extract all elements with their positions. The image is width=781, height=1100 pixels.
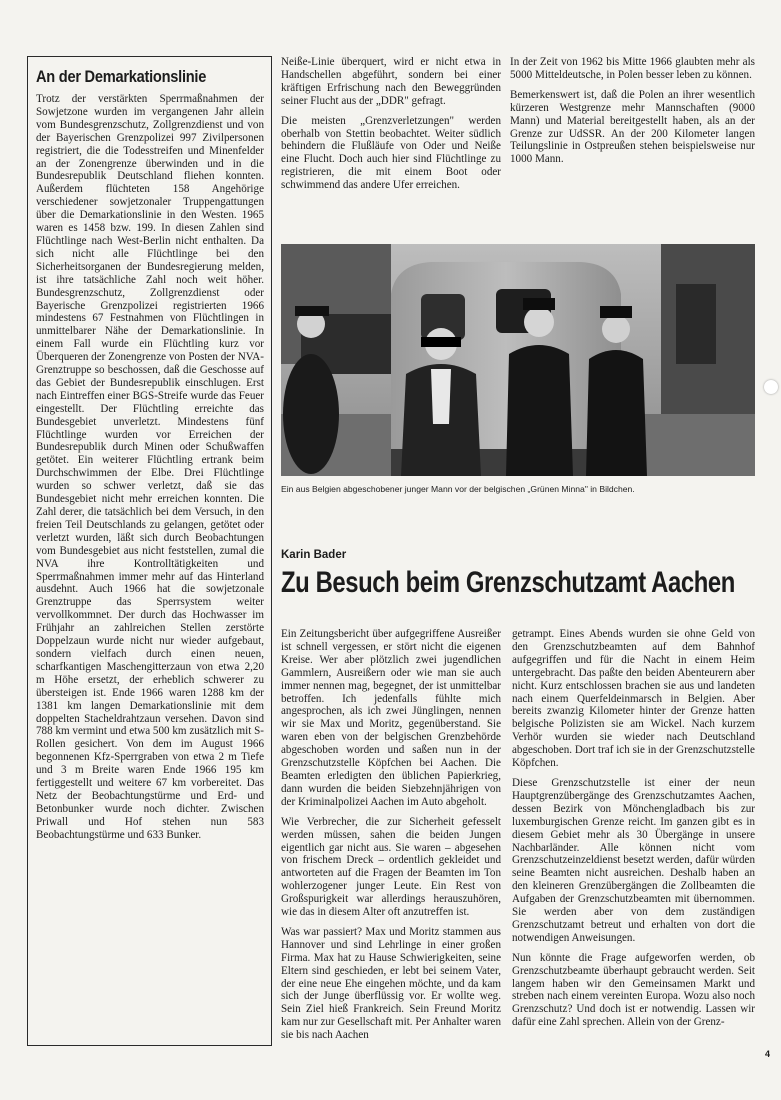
page-number: 4	[765, 1049, 771, 1059]
paragraph: Nun könnte die Frage aufgeworfen werden, ob Grenzschutzbeamte überhaupt gebraucht werden. Seit langem haben wir den Gemeinsamen Markt und streben nach einem vereinten Europa. Wozu also noch Grenzschutz? Und doch ist er notwendig. Lassen wir dafür eine Zahl sprechen. Allein von der Grenz-	[512, 951, 755, 1029]
article-headline: Zu Besuch beim Grenzschutzamt Aachen	[281, 566, 735, 599]
sidebar-title: An der Demarkationslinie	[36, 67, 207, 86]
news-photo	[281, 244, 755, 476]
paragraph: Was war passiert? Max und Moritz stammen aus Hannover und sind Lehrlinge in einer großen Firma. Max hat zu Hause Schwierigkeiten, seine Eltern sind geschieden, er lebt bei seinem Vater, der eine neue Ehe eingehen möchte, und da kam sich der Junge überflüssig vor. Er wollte weg. Sein Ziel hieß Frankreich. Sein Freund Moritz kam nur zur Gesellschaft mit. Per Anhalter waren sie bis nach Aachen	[281, 925, 501, 1042]
paragraph: Wie Verbrecher, die zur Sicherheit gefesselt werden müssen, sahen die beiden Jungen eigentlich gar nicht aus. Sie waren – abgesehen von frischem Dreck – ordentlich gekleidet und antworteten auf die Fragen der Beamten im Ton wohlerzogener junger Leute. Ein Rest von Großspurigkeit war allerdings herauszuhören, wie das in diesem Alter oft anzutreffen ist.	[281, 815, 501, 919]
article-author: Karin Bader	[281, 549, 347, 561]
sidebar-text: Trotz der verstärkten Sperrmaßnahmen der Sowjetzone wurden im vergangenen Jahr allein vom Bundesgrenzschutz, Zollgrenzdienst und von der Bayerischen Grenzpolizei 997 Zivilpersonen registriert, die die Todesstreifen und Minenfelder an der Zonengrenze überwinden und in die Bundesrepublik Deutschland fliehen konnten. Außerdem flüchteten 158 Angehörige verschiedener sowjetzonaler Truppengattungen über die Demarkationslinie in den Westen. 1965 waren es 1458 bzw. 199. In diesen Zahlen sind Flüchtlinge nach West-Berlin nicht enthalten. Da sich nicht alle Flüchtlinge bei den Sicherheitsorganen der Bundesregierung melden, ist ihre tatsächliche Zahl noch weit höher. Bundesgrenzschutz, Zollgrenzdienst oder Bayerische Grenzpolizei registrierten 1966 mindestens 67 Festnahmen von Flüchtlingen in unmittelbarer Nähe der Demarkationslinie. In einem Fall wurde ein Flüchtling kurz vor Überqueren der Zonengrenze von Posten der NVA-Grenztruppe so beschossen, daß die Geschosse auf das Gebiet der Bundesrepublik einschlugen. Erst nach Eintreffen einer BGS-Streife wurde das Feuer eingestellt. Der Flüchtling erreichte das Bundesgebiet unverletzt. Mindestens fünf Flüchtlinge wurden vor Erreichen der Bundesrepublik durch Minen oder Schußwaffen getötet. Ein weiterer Flüchtling ertrank beim Durchschwimmen der Elbe. Drei Flüchtlinge wurden so schwer verletzt, daß sie das Bundesgebiet nicht mehr erreichen konnten. Die Zahl derer, die tatsächlich bei dem Versuch, in den freien Teil Deutschlands zu gelangen, getötet oder verletzt wurden, läßt sich durch Beobachtungen vom Bundesgebiet aus nicht feststellen, zumal die NVA ihre Kontrolltätigkeiten und Sperrmaßnahmen immer mehr auf das Hinterland ausdehnt. Auch 1966 hat die sowjetzonale Grenztruppe das Sperrsystem weiter vervollkommnet. Der durch das Hochwasser im Frühjahr an zahlreichen Stellen zerstörte Doppelzaun wurde nicht nur wieder aufgebaut, sondern vielfach durch einen neuen, scharfkantigen Maschengitterzaun von etwa 2,20 m Höhe ersetzt, der erheblich schwerer zu übersteigen ist. Ende 1966 waren 1288 km der 1381 km langen Demarkationslinie mit dem doppelten Stacheldrahtzaun versehen. Davon sind 788 km vermint und etwa 500 km zusätzlich mit S-Rollen gesichert. Von dem im August 1966 begonnenen Kfz-Sperrgraben von etwa 2 m Tiefe und 3 m Breite waren Ende 1966 195 km fertiggestellt und weitere 67 km vorbereitet. Das Netz der Beobachtungstürme und Erd- und Betonbunker wurde noch dichter. Zwischen Priwall und Hof stehen nun 583 Beobachtungstürme und 633 Bunker.	[36, 93, 264, 841]
paragraph: In der Zeit von 1962 bis Mitte 1966 glaubten mehr als 5000 Mitteldeutsche, in Polen besser leben zu können.	[510, 56, 755, 81]
article-column-right	[512, 628, 755, 1036]
column-3-top	[510, 56, 755, 173]
photo-illustration	[281, 244, 755, 476]
paragraph: Ein Zeitungsbericht über aufgegriffene Ausreißer ist schnell vergessen, er stört nicht die eigenen Kreise. Wer aber plötzlich zwei jugendlichen Gammlern, Ausreißern oder wie man sie auch immer nennen mag, begegnet, der ist unmittelbar betroffen. Ich jedenfalls fühlte mich angesprochen, als ich zwei Jünglingen, nennen wir sie Max und Moritz, gegenüberstand. Sie waren eben von der belgischen Grenzbehörde abgeschoben worden und saßen nun in der Grenzschutzstelle Köpfchen bei Aachen. Die Beamten erledigten den üblichen Papierkrieg, dann wurden die beiden Siebzehnjährigen von der Kriminalpolizei Aachen im Auto abgeholt.	[281, 628, 501, 808]
sidebar-box	[27, 56, 272, 1046]
paragraph: Bemerkenswert ist, daß die Polen an ihrer wesentlich kürzeren Westgrenze mehr Mannschaften (9000 Mann) und Material bereitgestellt haben, als an der Grenze zur UdSSR. An der 200 Kilometer langen Teilungslinie in Ostpreußen stehen beispielsweise nur 1000 Mann.	[510, 88, 755, 166]
paragraph: Diese Grenzschutzstelle ist einer der neun Hauptgrenzübergänge des Grenzschutzamtes Aachen, dessen Bezirk von Mönchengladbach bis zur luxemburgischen Grenze reicht. Im ganzen gibt es in diesem Gebiet mehr als 30 Übergänge in unsere Nachbarländer. Alle können nicht vom Grenzschutzeinzeldienst besetzt werden, dafür würden seine Beamten nicht ausreichen. Deshalb haben an den kleineren Grenzübergängen die Zollbeamten die Aufgaben der Grenzschutzbeamten mit übernommen. Sie werden aber von dem zuständigen Grenzschutzamt betreut und erhalten von dort die notwendigen Anweisungen.	[512, 776, 755, 944]
column-2-top	[281, 56, 501, 199]
binder-hole	[764, 380, 778, 394]
article-column-left	[281, 628, 501, 1049]
paragraph: Neiße-Linie überquert, wird er nicht etwa in Handschellen abgeführt, sondern bei einer kräftigen Erfrischung nach den Beweggründen seiner Flucht aus der „DDR" gefragt.	[281, 56, 501, 107]
photo-caption: Ein aus Belgien abgeschobener junger Mann vor der belgischen „Grünen Minna" in Bildchen.	[281, 484, 635, 494]
paragraph: getrampt. Eines Abends wurden sie ohne Geld von den Grenzschutzbeamten auf dem Bahnhof aufgegriffen und für die Nacht in einem Heim untergebracht. Das paßte den beiden Abenteurern aber nicht. Kurz entschlossen brachen sie aus und landeten nach einem Querfeldeinmarsch in Belgien. Aber bereits zwanzig Kilometer hinter der Grenze hatten belgische Polizisten sie am Wickel. Nach kurzem Verhör wurden sie wieder nach Deutschland abgeschoben. Dort traf ich sie in der Grenzschutzstelle Köpfchen.	[512, 628, 755, 770]
paragraph: Die meisten „Grenzverletzungen" werden oberhalb von Stettin beobachtet. Weiter südlich behindern die Flußläufe von Oder und Neiße eine Flucht. Doch auch hier sind Flüchtlinge zu registrieren, die mit einem Boot oder schwimmend das andere Ufer erreichen.	[281, 114, 501, 192]
